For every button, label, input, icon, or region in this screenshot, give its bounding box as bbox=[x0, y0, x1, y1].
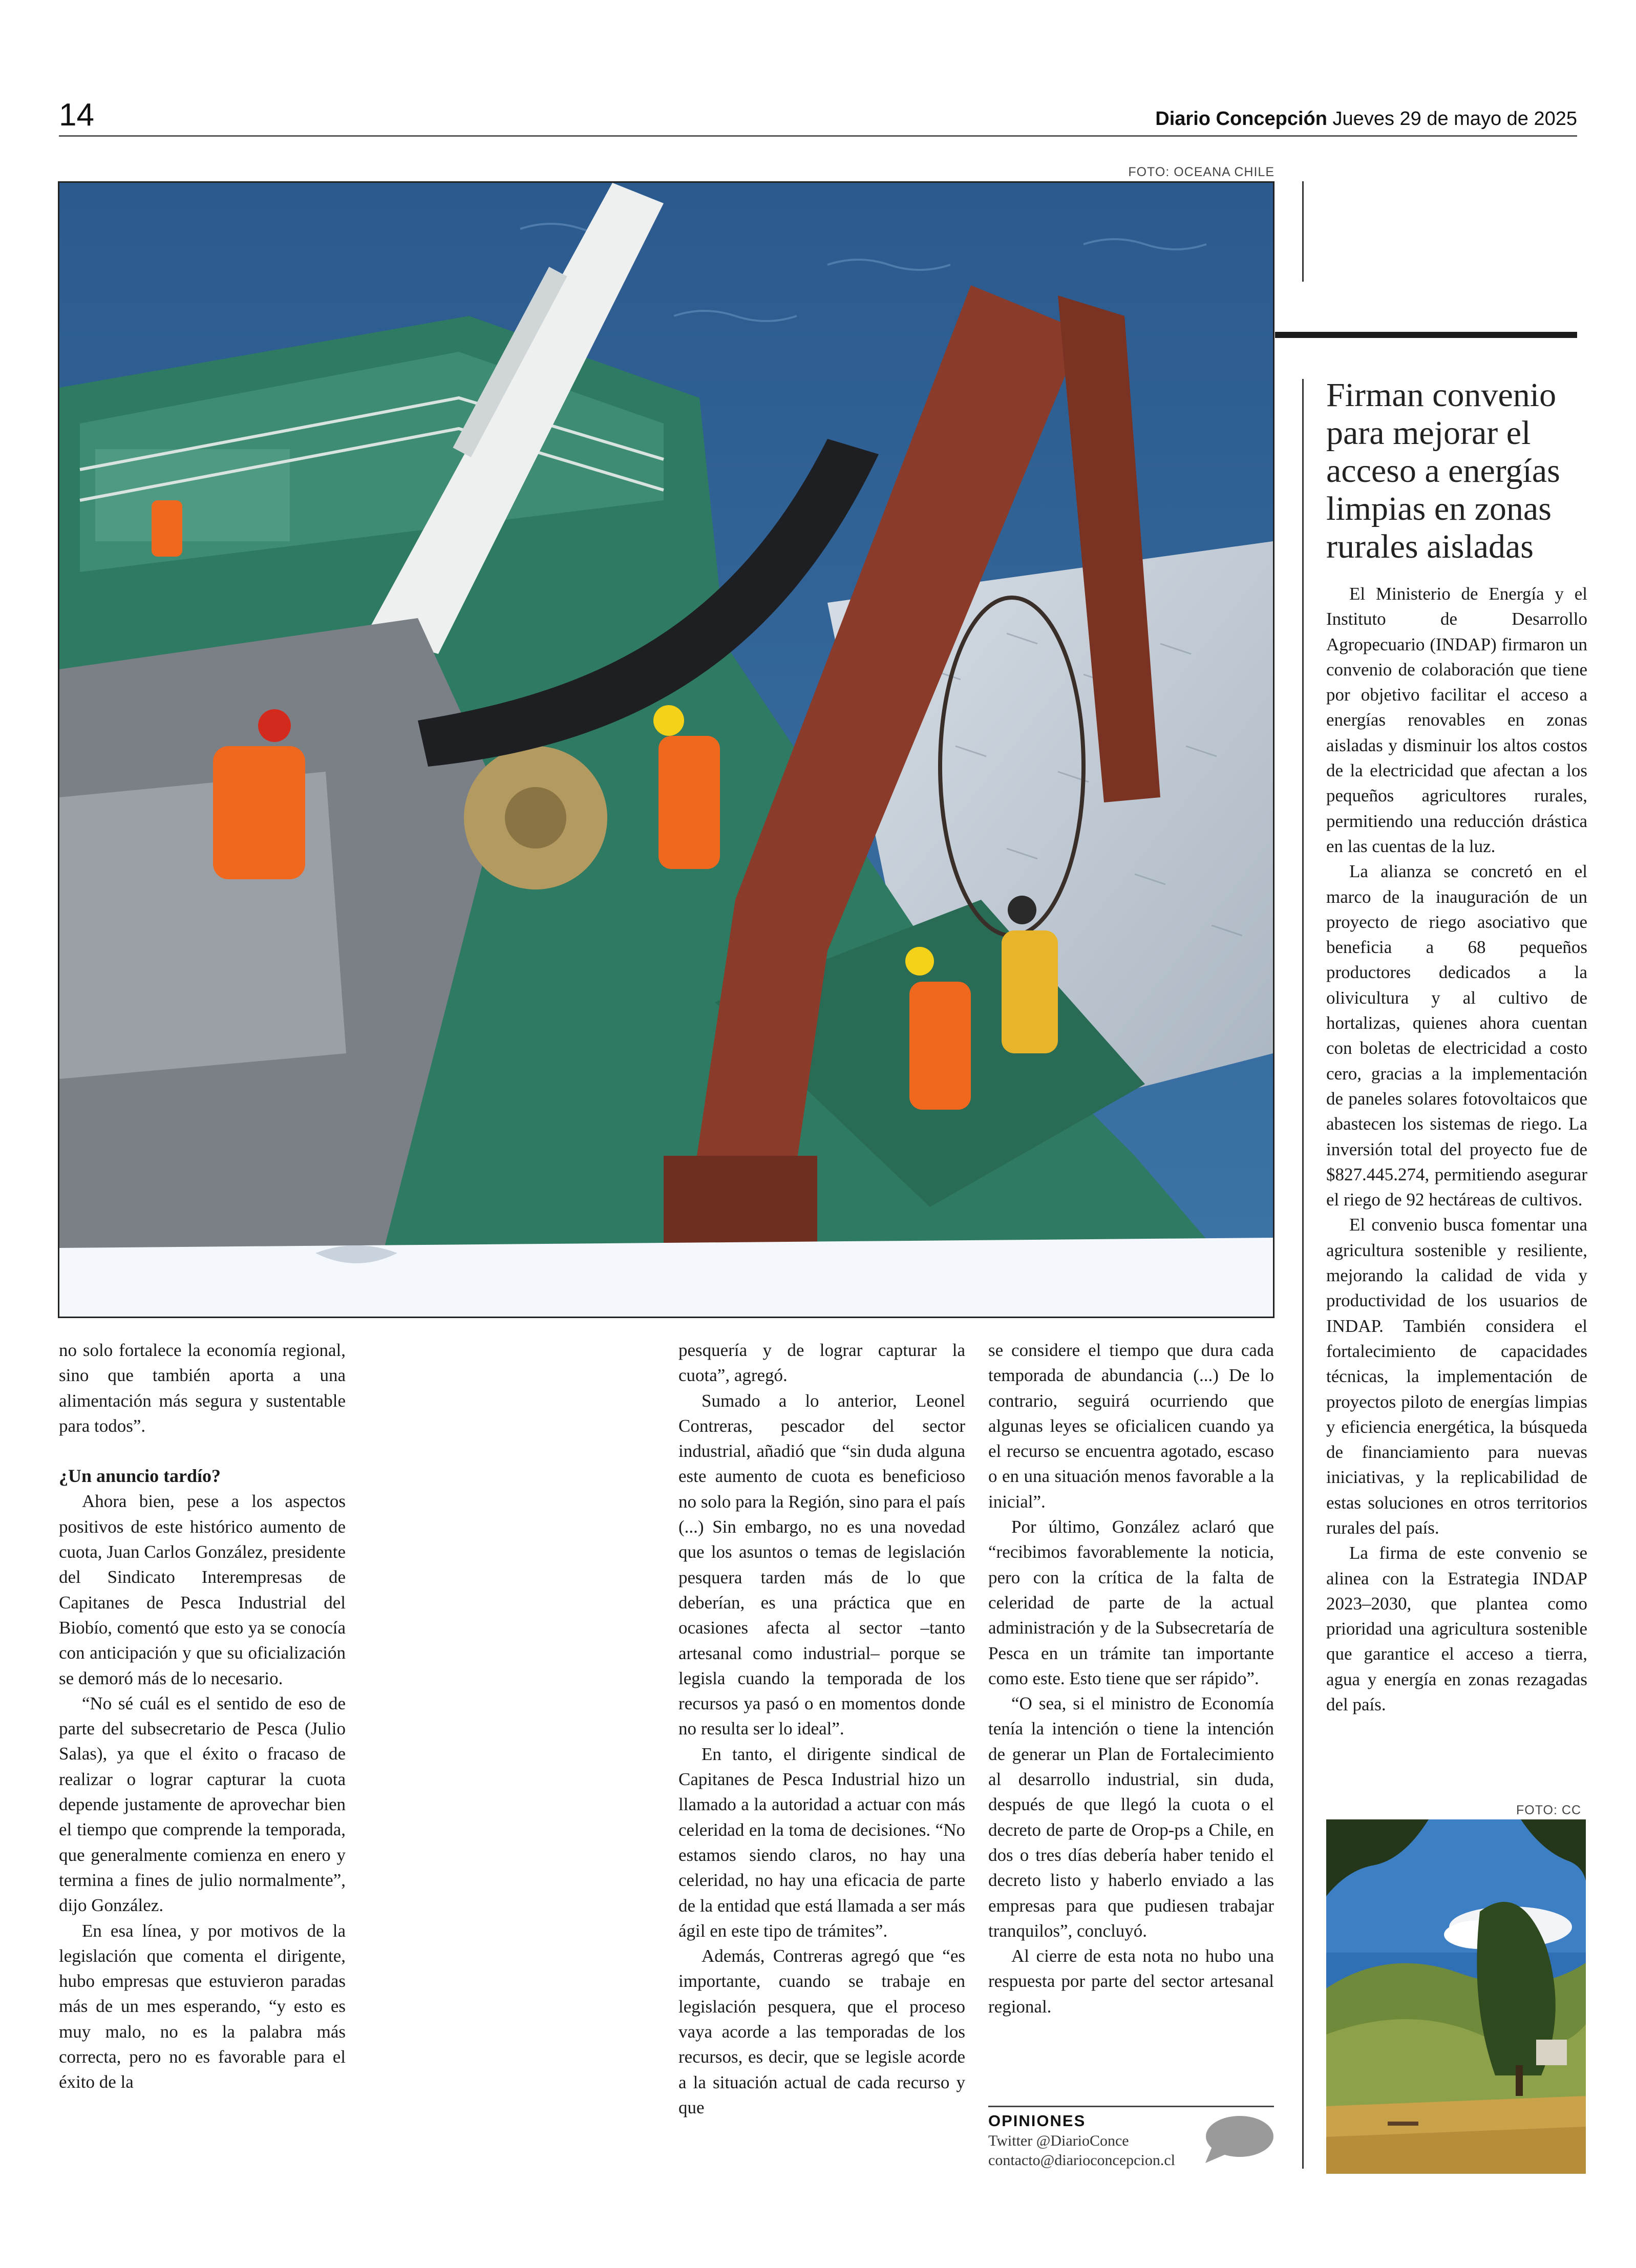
article-subheading: ¿Un anuncio tardío? bbox=[59, 1466, 221, 1487]
rural-landscape-photo bbox=[1326, 1819, 1586, 2174]
sidebar-paragraph: El convenio busca fomentar una agricultura sostenible y resiliente, mejorando la calidad de vida y productividad de los usuarios de INDAP. También considera el fortalecimiento de capacidades técnicas, la implementación de proyectos piloto de energías limpias y eficiencia energética, la búsqueda de financiamiento para nuevas iniciativas, y la replicabilidad de estas soluciones en otros territorios rurales del país. bbox=[1326, 1215, 1587, 1538]
sidebar-paragraph: El Ministerio de Energía y el Instituto de Desarrollo Agropecuario (INDAP) firmaron un convenio de colaboración que tiene por objetivo facilitar el acceso a energías renovables en zonas aisladas y disminuir los altos costos de la electricidad que afectan a los pequeños agricultores rurales, permitiendo una reducción drástica en las cuentas de la luz. bbox=[1326, 584, 1587, 856]
sidebar-paragraph: La firma de este convenio se alinea con la Estrategia INDAP 2023–2030, que plantea como prioridad una agricultura sostenible que garantice el acceso a tierra, agua y energía en zonas rezagadas del país. bbox=[1326, 1543, 1587, 1715]
publication-date: Jueves 29 de mayo de 2025 bbox=[1332, 108, 1577, 130]
article-paragraph: pesquería y de lograr capturar la cuota”, agregó. bbox=[678, 1340, 965, 1386]
header-divider bbox=[59, 135, 1577, 137]
sidebar-paragraph: La alianza se concretó en el marco de la inauguración de un proyecto de riego asociativo que beneficia a 68 pequeños productores dedicados a la olivicultura y al cultivo de hortalizas, quienes ahora cuentan con boletas de electricidad a costo cero, gracias a la implementación de paneles solares fotovoltaicos que abastecen los sistemas de riego. La inversión total del proyecto fue de $827.445.274, permitiendo asegurar el riego de 92 hectáreas de cultivos. bbox=[1326, 861, 1587, 1210]
speech-bubble-icon bbox=[1201, 2114, 1274, 2165]
sidebar-headline: Firman convenio para mejorar el acceso a energías limpias en zonas rurales aisladas bbox=[1326, 376, 1560, 565]
publication-name: Diario Concepción bbox=[1155, 108, 1327, 130]
opiniones-title: OPINIONES bbox=[988, 2112, 1086, 2130]
article-paragraph: Ahora bien, pese a los aspectos positivos de este histórico aumento de cuota, Juan Carlos González, presidente del Sindicato Interempresas de Capitanes de Pesca Industrial del Biobío, comentó que esto ya se conocía con anticipación y que su oficialización se demoró más de lo necesario. bbox=[59, 1491, 346, 1688]
sidebar-divider bbox=[1302, 379, 1304, 2169]
sidebar-heavy-rule bbox=[1275, 332, 1577, 338]
opiniones-twitter: Twitter @DiarioConce bbox=[988, 2132, 1129, 2149]
main-photo-credit: FOTO: OCEANA CHILE bbox=[1128, 165, 1274, 179]
sidebar-top-rule bbox=[1302, 181, 1304, 282]
sidebar-article-body bbox=[1326, 581, 1587, 1717]
sidebar-photo bbox=[1326, 1819, 1586, 2174]
article-column-2 bbox=[678, 1338, 965, 2120]
fishing-vessel-photo bbox=[59, 183, 1273, 1317]
article-paragraph: no solo fortalece la economía regional, sino que también aporta a una alimentación más segura y sustentable para todos”. bbox=[59, 1340, 346, 1436]
opiniones-divider bbox=[988, 2106, 1274, 2107]
article-paragraph: “No sé cuál es el sentido de eso de parte del subsecretario de Pesca (Julio Salas), ya que el éxito o fracaso de realizar o lograr capturar la cuota depende justamente de aprovechar bien el tiempo que comprende la temporada, que generalmente comienza en enero y termina a fines de julio normalmente”, dijo González. bbox=[59, 1693, 346, 1916]
article-paragraph: se considere el tiempo que dura cada temporada de abundancia (...) De lo contrario, seguirá ocurriendo que algunas leyes se oficialicen cuando ya el recurso se encuentra agotado, escaso o en una situación menos favorable a la inicial”. bbox=[988, 1340, 1274, 1512]
article-column-1 bbox=[59, 1338, 346, 2095]
page-number: 14 bbox=[59, 97, 94, 133]
opiniones-email: contacto@diarioconcepcion.cl bbox=[988, 2152, 1175, 2169]
sidebar-photo-credit: FOTO: CC bbox=[1516, 1803, 1581, 1817]
article-column-3 bbox=[988, 1338, 1274, 2019]
article-paragraph: Sumado a lo anterior, Leonel Contreras, pescador del sector industrial, añadió que “sin duda alguna este aumento de cuota es beneficioso no solo para la Región, sino para el país (...) Sin embargo, no es una novedad que los asuntos o temas de legislación pesquera tarden más de lo que deberían, es una práctica que en ocasiones afecta al sector –tanto artesanal como industrial– porque se legisla cuando la temporada de los recursos ya pasó o en momentos donde no resulta ser lo ideal”. bbox=[678, 1390, 965, 1739]
masthead bbox=[1155, 107, 1577, 131]
article-paragraph: “O sea, si el ministro de Economía tenía la intención o tiene la intención de generar un Plan de Fortalecimiento al desarrollo industrial, sin duda, después de que llegó la cuota o el decreto de parte de Orop-ps a Chile, en dos o tres días debería haber tenido el decreto listo y haberlo enviado a las empresas para que pudiesen trabajar tranquilos”, concluyó. bbox=[988, 1693, 1274, 1941]
article-paragraph: En tanto, el dirigente sindical de Capitanes de Pesca Industrial hizo un llamado a la autoridad a actuar con más celeridad en la toma de decisiones. “No estamos siendo claros, no hay una celeridad, no hay una eficacia de parte de la entidad que está llamada a ser más ágil en este tipo de trámites”. bbox=[678, 1744, 965, 1941]
main-photo bbox=[58, 181, 1274, 1318]
article-paragraph: Al cierre de esta nota no hubo una respuesta por parte del sector artesanal regional. bbox=[988, 1946, 1274, 2017]
article-paragraph: En esa línea, y por motivos de la legislación que comenta el dirigente, hubo empresas que estuvieron paradas más de un mes esperando, “y esto es muy malo, no es la palabra más correcta, pero no es favorable para el éxito de la bbox=[59, 1920, 346, 2092]
article-paragraph: Además, Contreras agregó que “es importante, cuando se trabaje en legislación pesquera, que el proceso vaya acorde a las temporadas de los recursos, es decir, que se legisle acorde a la situación actual de cada recurso y que bbox=[678, 1946, 965, 2117]
article-paragraph: Por último, González aclaró que “recibimos favorablemente la noticia, pero con la crítica de la falta de celeridad de parte de la actual administración y de la Subsecretaría de Pesca en un trámite tan importante como este. Esto tiene que ser rápido”. bbox=[988, 1517, 1274, 1688]
